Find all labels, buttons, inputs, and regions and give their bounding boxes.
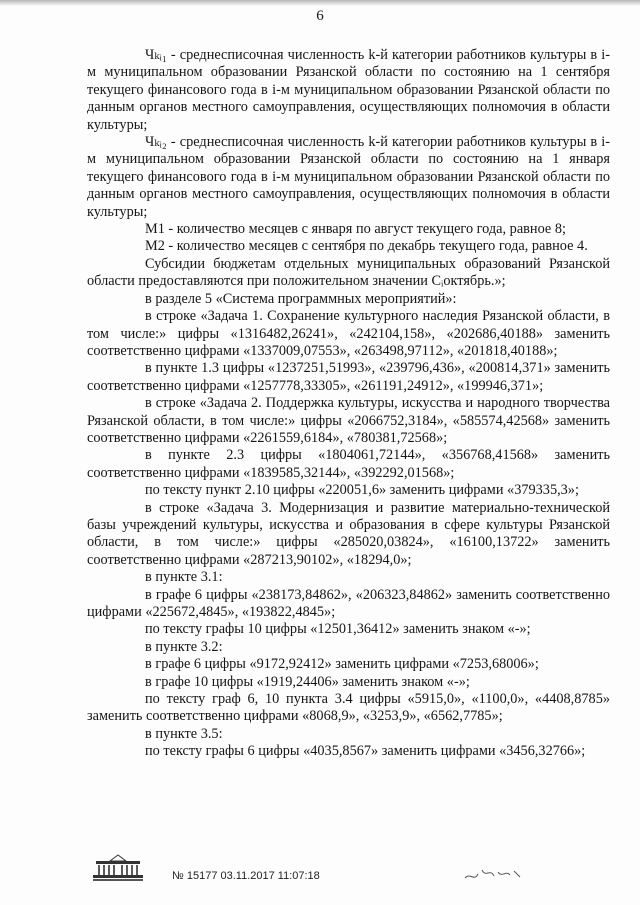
paragraph: в строке «Задача 2. Поддержка культуры, искусства и народного творчества Рязанской области, в том числе:» цифры «2066752,3184», «585574,42568» заменить соответственно цифрами «2261559,6184», «780381,72568»; [87, 395, 610, 446]
document-body [87, 47, 610, 761]
registration-stamp: № 15177 03.11.2017 11:07:18 [172, 870, 320, 882]
paragraph: в пункте 2.3 цифры «1804061,72144», «356768,41568» заменить соответственно цифрами «1839585,32144», «392292,01568»; [87, 447, 610, 481]
page-footer [0, 848, 640, 898]
handwritten-mark-icon [462, 862, 524, 884]
government-building-seal-icon [88, 853, 148, 883]
paragraph: в строке «Задача 3. Модернизация и развитие материально-технической базы учреждений культуры, искусства и образования в сфере культуры Рязанской области, в том числе:» цифры «285020,03824», «16100,13722» заменить соответственно цифрами «287213,90102», «18294,0»; [87, 499, 610, 568]
paragraph: в пункте 1.3 цифры «1237251,51993», «239796,436», «200814,371» заменить соответственно цифрами «1257778,33305», «261191,24912», «199946,371»; [87, 360, 610, 394]
paragraph: по тексту графы 10 цифры «12501,36412» заменить знаком «-»; [145, 621, 531, 638]
paragraph: в графе 6 цифры «238173,84862», «206323,84862» заменить соответственно цифрами «225672,4845», «193822,4845»; [87, 586, 610, 620]
paragraph: в строке «Задача 1. Сохранение культурного наследия Рязанской области, в том числе:» цифры «1316482,26241», «242104,158», «202686,40188» заменить соответственно цифрами «1337009,07553», «263498,97112», «201818,40188»; [87, 308, 610, 359]
paragraph: М1 - количество месяцев с января по август текущего года, равное 8; [145, 221, 566, 238]
paragraph: по тексту граф 6, 10 пункта 3.4 цифры «5915,0», «1100,0», «4408,8785» заменить соответственно цифрами «8068,9», «3253,9», «6562,7785»; [87, 691, 610, 725]
page-number: 6 [316, 8, 324, 24]
paragraph: в пункте 3.2: [145, 638, 223, 655]
paragraph: по тексту пункт 2.10 цифры «220051,6» заменить цифрами «379335,3»; [145, 482, 579, 499]
paragraph: Чₖᵢ₁ - среднесписочная численность k-й категории работников культуры в i-м муниципальном образовании Рязанской области по состоянию на 1 сентября текущего финансового года в i-м муниципальном образовании Рязанской области по данным органов местного самоуправления, осуществляющих полномочия в области культуры; [87, 47, 610, 133]
paragraph: в пункте 3.5: [145, 725, 223, 742]
paragraph: Субсидии бюджетам отдельных муниципальных образований Рязанской области предоставляются при положительном значении Cᵢоктябрь.»; [87, 255, 610, 290]
paragraph: в пункте 3.1: [145, 569, 223, 586]
paragraph: по тексту графы 6 цифры «4035,8567» заменить цифрами «3456,32766»; [145, 743, 586, 760]
paragraph: в графе 6 цифры «9172,92412» заменить цифрами «7253,68006»; [145, 656, 539, 673]
paragraph: в графе 10 цифры «1919,24406» заменить знаком «-»; [145, 673, 470, 690]
paragraph: в разделе 5 «Система программных мероприятий»: [145, 290, 457, 307]
scan-top-edge [0, 0, 640, 6]
paragraph: Чₖᵢ₂ - среднесписочная численность k-й категории работников культуры в i-м муниципальном образовании Рязанской области по состоянию на 1 января текущего финансового года в i-м муниципальном образовании Рязанской области по данным органов местного самоуправления, осуществляющих полномочия в области культуры; [87, 134, 610, 220]
paragraph: М2 - количество месяцев с сентября по декабрь текущего года, равное 4. [145, 238, 588, 255]
